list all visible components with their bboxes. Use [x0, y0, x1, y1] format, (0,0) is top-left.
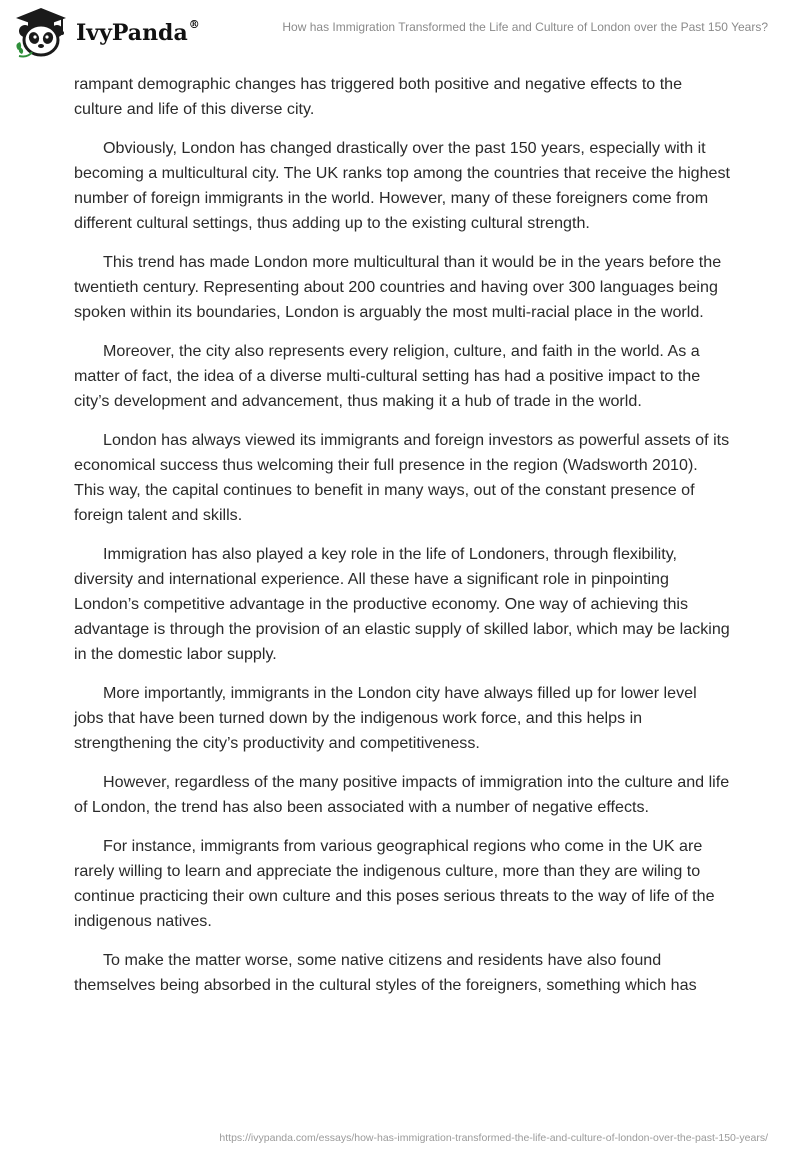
logo-wordmark [76, 20, 200, 46]
ivypanda-logo[interactable] [14, 6, 204, 58]
document-title: How has Immigration Transformed the Life and Culture of London over the Past 150 Years? [282, 20, 768, 34]
panda-graduate-icon [14, 6, 68, 58]
paragraph: This trend has made London more multicultural than it would be in the years before the twentieth century. Representing about 200 countries and having over 300 languages being spoken within its boundaries, London is arguably the most multi-racial place in the world. [74, 253, 722, 321]
paragraph: For instance, immigrants from various geographical regions who come in the UK are rarely willing to learn and appreciate the indigenous culture, more than they are wiling to continue practicing their own culture and this poses serious threats to the way of life of the indigenous natives. [74, 837, 715, 930]
paragraph: Obviously, London has changed drastically over the past 150 years, especially with it becoming a multicultural city. The UK ranks top among the countries that receive the highest number of foreign immigrants in the world. However, many of these foreigners come from different cultural settings, thus adding up to the existing cultural strength. [74, 139, 731, 232]
paragraph: Moreover, the city also represents every religion, culture, and faith in the world. As a matter of fact, the idea of a diverse multi-cultural setting has had a positive impact to the city’s development and advancement, thus making it a hub of trade in the world. [74, 342, 701, 410]
paragraph: More importantly, immigrants in the London city have always filled up for lower level jobs that have been turned down by the indigenous work force, and this helps in strengthening the city’s productivity and competitiveness. [74, 684, 697, 752]
registered-mark: ® [188, 18, 200, 31]
paragraph: To make the matter worse, some native citizens and residents have also found themselves being absorbed in the cultural styles of the foreigners, something which has [74, 951, 697, 994]
paragraph: London has always viewed its immigrants and foreign investors as powerful assets of its economical success thus welcoming their full presence in the region (Wadsworth 2010). This way, the capital continues to benefit in many ways, out of the constant presence of foreign talent and skills. [74, 431, 730, 524]
source-url-link[interactable]: https://ivypanda.com/essays/how-has-immigration-transformed-the-life-and-culture-of-london-over-the-past-150-years/ [219, 1132, 768, 1144]
paragraph: However, regardless of the many positive impacts of immigration into the culture and life of London, the trend has also been associated with a number of negative effects. [74, 773, 730, 816]
paragraph: Immigration has also played a key role in the life of Londoners, through flexibility, diversity and international experience. All these have a significant role in pinpointing London’s competitive advantage in the productive economy. One way of achieving this advantage is through the provision of an elastic supply of skilled labor, which may be lacking in the domestic labor supply. [74, 545, 730, 663]
logo-text: IvyPanda [76, 20, 188, 46]
essay-body [74, 72, 730, 1012]
page-header [0, 0, 800, 60]
paragraph: rampant demographic changes has triggered both positive and negative effects to the culture and life of this diverse city. [74, 75, 683, 118]
